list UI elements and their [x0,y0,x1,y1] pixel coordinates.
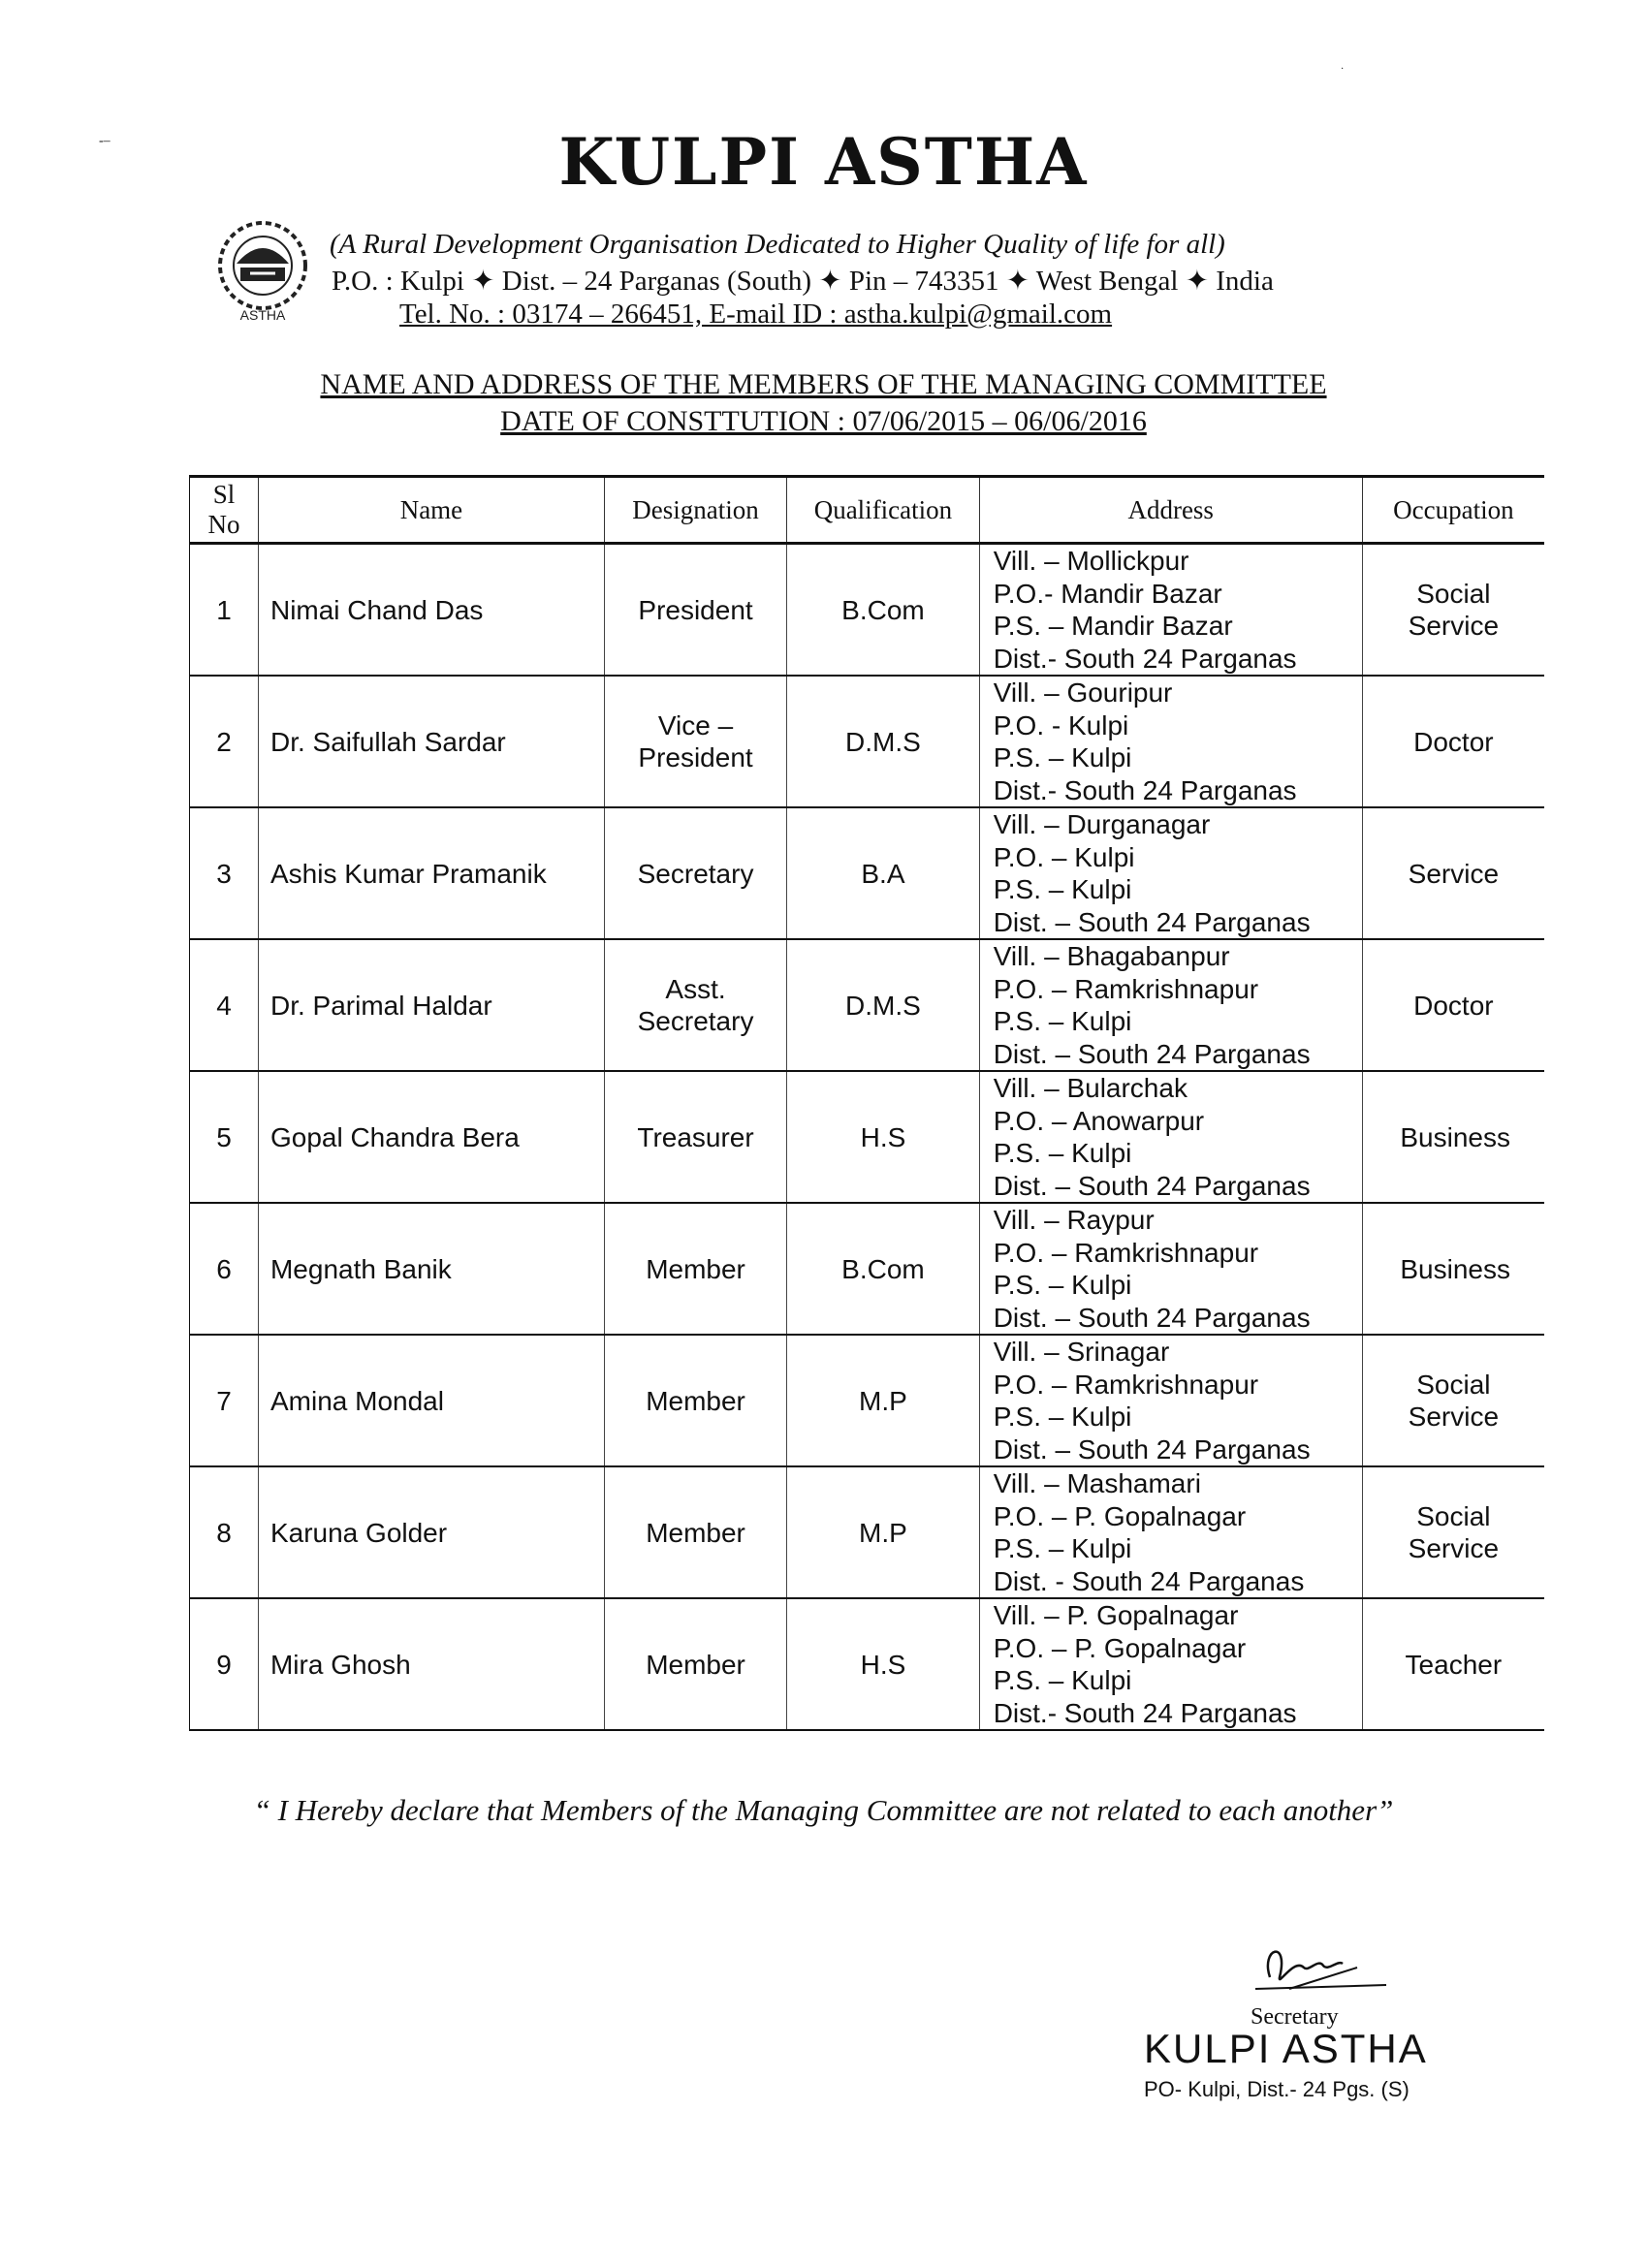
svg-text:ASTHA: ASTHA [239,307,286,323]
address-line: P.S. – Kulpi [993,1270,1132,1300]
cell-designation [604,676,786,807]
address-line: Vill. – Gouripur [993,677,1173,708]
designation-text: Asst. Secretary [637,974,754,1036]
address-line: P.O. – P. Gopalnagar [993,1500,1247,1531]
cell-sl-no: 7 [190,1335,259,1466]
cell-occupation [1362,1335,1544,1466]
cell-qualification: D.M.S [787,676,980,807]
table-header-row [190,477,1545,544]
cell-qualification: H.S [787,1071,980,1203]
cell-address [979,676,1362,807]
address-line: Dist. – South 24 Parganas [993,1433,1311,1465]
address-line: P.S. – Kulpi [993,1402,1132,1432]
designation-text: Member [646,1385,745,1416]
stamp-org-name: KULPI ASTHA [1144,2026,1428,2071]
cell-sl-no: 5 [190,1071,259,1203]
cell-address [979,1203,1362,1335]
declaration-text: “ I Hereby declare that Members of the Managing Committee are not related to each another” [253,1793,1394,1827]
cell-address [979,1466,1362,1598]
scan-mark: -– [99,134,111,148]
cell-occupation [1362,1598,1544,1730]
table-row [190,1466,1545,1598]
occupation-text: Social Service [1408,579,1500,641]
table-row [190,939,1545,1071]
cell-sl-no: 1 [190,544,259,677]
address-line: P.O. - Kulpi [993,709,1129,740]
address-line: Vill. – Bularchak [993,1073,1188,1103]
occupation-text: Business [1400,1253,1510,1284]
cell-sl-no: 2 [190,676,259,807]
address-line: P.S. – Kulpi [993,1665,1132,1695]
col-header-qualification: Qualification [787,477,980,544]
document-heading: NAME AND ADDRESS OF THE MEMBERS OF THE MANAGING COMMITTEE [320,368,1327,400]
cell-designation [604,807,786,939]
address-line: Vill. – P. Gopalnagar [993,1600,1239,1630]
org-logo-icon [207,215,318,326]
address-line: P.S. – Mandir Bazar [993,611,1233,641]
address-line: P.S. – Kulpi [993,1138,1132,1168]
table-row [190,676,1545,807]
cell-qualification: M.P [787,1335,980,1466]
col-header-address: Address [979,477,1362,544]
cell-qualification: D.M.S [787,939,980,1071]
document-subheading: DATE OF CONSTTUTION : 07/06/2015 – 06/06/2016 [500,405,1147,437]
cell-qualification: B.Com [787,544,980,677]
cell-name: Karuna Golder [258,1466,604,1598]
address-line: Dist. – South 24 Parganas [993,1038,1311,1069]
address-line: Dist.- South 24 Parganas [993,643,1297,674]
org-tagline: (A Rural Development Organisation Dedicated to Higher Quality of life for all) [330,229,1225,260]
col-header-name: Name [258,477,604,544]
stamp-address: PO- Kulpi, Dist.- 24 Pgs. (S) [1144,2077,1409,2101]
cell-occupation [1362,1071,1544,1203]
cell-qualification: M.P [787,1466,980,1598]
cell-occupation [1362,544,1544,677]
designation-text: Member [646,1649,745,1680]
cell-designation [604,1071,786,1203]
address-line: P.S. – Kulpi [993,1006,1132,1036]
address-line: Dist. – South 24 Parganas [993,1170,1311,1201]
cell-occupation [1362,1203,1544,1335]
col-header-designation: Designation [604,477,786,544]
table-row [190,1071,1545,1203]
cell-qualification: H.S [787,1598,980,1730]
address-line: P.O. – Kulpi [993,841,1135,872]
cell-designation [604,1466,786,1598]
address-line: P.S. – Kulpi [993,742,1132,772]
address-line: Vill. – Raypur [993,1205,1155,1235]
table-row [190,544,1545,677]
occupation-text: Doctor [1413,726,1494,757]
cell-designation [604,1335,786,1466]
occupation-text: Doctor [1413,990,1494,1021]
table-row [190,807,1545,939]
cell-name: Amina Mondal [258,1335,604,1466]
cell-address [979,807,1362,939]
cell-designation [604,1203,786,1335]
address-line: Dist. – South 24 Parganas [993,906,1311,937]
cell-occupation [1362,676,1544,807]
cell-name: Ashis Kumar Pramanik [258,807,604,939]
cell-address [979,939,1362,1071]
address-line: P.O.- Mandir Bazar [993,578,1222,609]
cell-qualification: B.A [787,807,980,939]
table-row [190,1203,1545,1335]
cell-name: Dr. Parimal Haldar [258,939,604,1071]
cell-qualification: B.Com [787,1203,980,1335]
occupation-text: Social Service [1408,1501,1500,1563]
cell-sl-no: 9 [190,1598,259,1730]
cell-occupation [1362,1466,1544,1598]
table-row [190,1598,1545,1730]
address-line: Vill. – Mashamari [993,1468,1201,1498]
org-title: KULPI ASTHA [558,124,1089,200]
cell-address [979,1335,1362,1466]
cell-address [979,1598,1362,1730]
col-header-sl: Sl No [190,477,259,544]
signature-icon [1251,1938,1396,1997]
col-header-occupation: Occupation [1362,477,1544,544]
cell-sl-no: 6 [190,1203,259,1335]
address-line: Dist. - South 24 Parganas [993,1565,1305,1596]
cell-name: Nimai Chand Das [258,544,604,677]
address-line: Dist.- South 24 Parganas [993,774,1297,805]
address-line: Vill. – Bhagabanpur [993,941,1230,971]
cell-address [979,1071,1362,1203]
address-line: P.O. – P. Gopalnagar [993,1632,1247,1663]
cell-name: Mira Ghosh [258,1598,604,1730]
address-line: Dist. – South 24 Parganas [993,1302,1311,1333]
designation-text: Treasurer [637,1121,754,1152]
cell-name: Dr. Saifullah Sardar [258,676,604,807]
designation-text: Member [646,1253,745,1284]
address-line: P.S. – Kulpi [993,874,1132,904]
address-line: P.S. – Kulpi [993,1533,1132,1563]
cell-designation [604,544,786,677]
occupation-text: Social Service [1408,1370,1500,1432]
cell-sl-no: 4 [190,939,259,1071]
cell-address [979,544,1362,677]
address-line: P.O. – Ramkrishnapur [993,1237,1259,1268]
address-line: Vill. – Srinagar [993,1337,1170,1367]
scan-dot: · [1341,64,1345,75]
occupation-text: Service [1408,858,1500,889]
designation-text: Vice – President [638,710,753,772]
cell-name: Gopal Chandra Bera [258,1071,604,1203]
table-row [190,1335,1545,1466]
designation-text: Secretary [637,858,754,889]
designation-text: President [638,594,753,625]
signature-role: Secretary [1251,2004,1339,2030]
address-line: Dist.- South 24 Parganas [993,1697,1297,1728]
occupation-text: Teacher [1405,1649,1503,1680]
cell-sl-no: 8 [190,1466,259,1598]
occupation-text: Business [1400,1121,1510,1152]
address-line: P.O. – Anowarpur [993,1105,1205,1136]
address-line: P.O. – Ramkrishnapur [993,973,1259,1004]
org-address: P.O. : Kulpi ✦ Dist. – 24 Parganas (South) ✦ Pin – 743351 ✦ West Bengal ✦ India [332,266,1274,297]
cell-designation [604,939,786,1071]
org-contact: Tel. No. : 03174 – 266451, E-mail ID : astha.kulpi@gmail.com [399,299,1113,330]
cell-designation [604,1598,786,1730]
address-line: Vill. – Mollickpur [993,546,1189,576]
address-line: Vill. – Durganagar [993,809,1211,839]
cell-sl-no: 3 [190,807,259,939]
cell-occupation [1362,807,1544,939]
cell-occupation [1362,939,1544,1071]
members-table [189,475,1544,1731]
address-line: P.O. – Ramkrishnapur [993,1369,1259,1400]
cell-name: Megnath Banik [258,1203,604,1335]
designation-text: Member [646,1517,745,1548]
